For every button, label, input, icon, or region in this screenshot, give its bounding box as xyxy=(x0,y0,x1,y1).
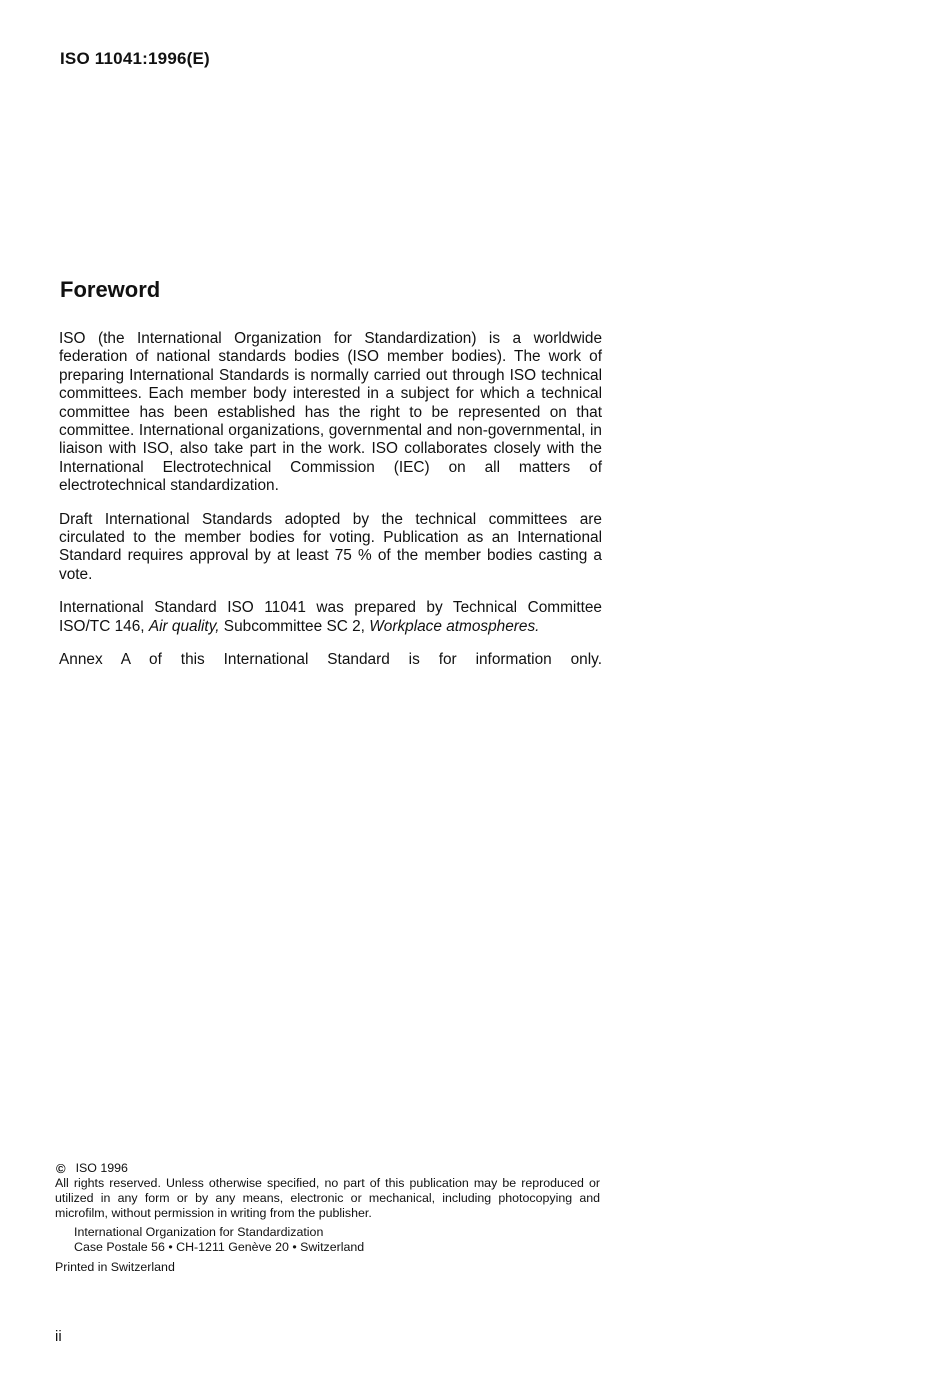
copyright-line xyxy=(55,1161,600,1176)
paragraph-1: ISO (the International Organization for Standardization) is a worldwide federation of national standards bodies (ISO member bodies). The work of preparing International Standards is normally carried out through ISO technical committees. Each member body interested in a subject for which a technical committee has been established has the right to be represented on that committee. International organizations, governmental and non-governmental, in liaison with ISO, also take part in the work. ISO collaborates closely with the International Electrotechnical Commission (IEC) on all matters of electrotechnical standardization. xyxy=(59,330,602,495)
foreword-body xyxy=(59,330,602,685)
paragraph-3-text-b: Subcommittee SC 2, xyxy=(219,617,370,635)
paragraph-3-text-a: International Standard ISO 11041 was prepared by Technical Committee ISO/TC 146, xyxy=(59,599,602,635)
copyright-footer xyxy=(55,1161,600,1275)
paragraph-2: Draft International Standards adopted by the technical committees are circulated to the member bodies for voting. Publication as an International Standard requires approval by at least 75 % of the member bodies casting a vote. xyxy=(59,510,602,583)
copyright-icon: © xyxy=(56,1161,66,1176)
paragraph-4: Annex A of this International Standard is for information only. xyxy=(59,651,602,669)
section-title: Foreword xyxy=(60,277,161,302)
committee-name: Air quality, xyxy=(148,617,220,635)
subcommittee-name: Workplace atmospheres. xyxy=(369,617,540,635)
printed-in: Printed in Switzerland xyxy=(55,1260,175,1274)
address-line-2: Case Postale 56 • CH-1211 Genève 20 • Switzerland xyxy=(74,1240,365,1254)
page-number: ii xyxy=(55,1328,62,1345)
paragraph-3 xyxy=(59,599,602,636)
publisher-address xyxy=(74,1225,600,1255)
rights-statement: All rights reserved. Unless otherwise specified, no part of this publication may be reproduced or utilized in any form or by any means, electronic or mechanical, including photocopying and microfilm, without permission in writing from the publisher. xyxy=(55,1176,600,1220)
copyright-text: ISO 1996 xyxy=(75,1161,128,1175)
document-id-header: ISO 11041:1996(E) xyxy=(60,49,210,68)
address-line-1: International Organization for Standardization xyxy=(74,1225,324,1239)
